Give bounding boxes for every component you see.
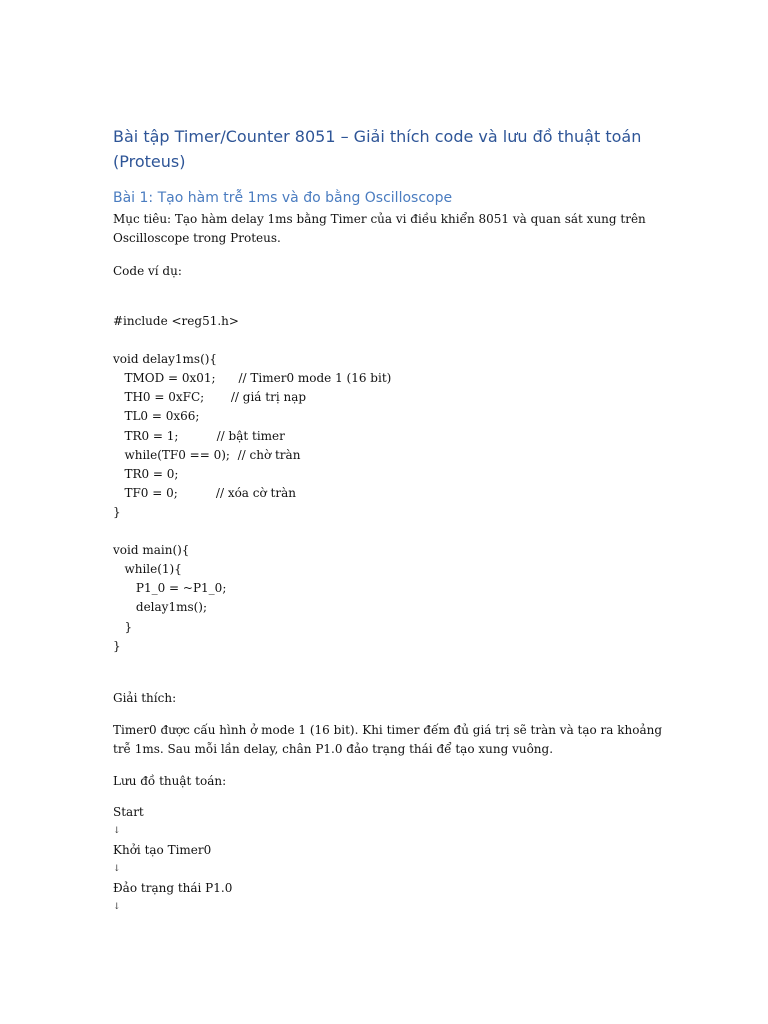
explain-label: Giải thích: [113,691,177,705]
flowchart-step: Start [113,805,144,819]
code-line: TH0 = 0xFC; // giá trị nạp [113,390,307,405]
code-line: P1_0 = ~P1_0; [113,581,227,596]
code-line [113,331,391,350]
document-title: Bài tập Timer/Counter 8051 – Giải thích code và lưu đồ thuật toán (Proteus) [113,127,642,171]
code-label: Code ví dụ: [113,264,182,278]
flowchart-step: Khởi tạo Timer0 [113,843,212,857]
code-line: } [113,638,121,653]
code-line: TL0 = 0x66; [113,409,200,424]
code-line: void main(){ [113,543,190,558]
explanation-text: Timer0 được cấu hình ở mode 1 (16 bit). Khi timer đếm đủ giá trị sẽ tràn và tạo ra khoảng trễ 1ms. Sau mỗi lần delay, chân P1.0 đảo trạng thái để tạo xung vuông. [113,723,663,756]
code-line: while(TF0 == 0); // chờ tràn [113,447,301,462]
code-line: delay1ms(); [113,600,208,615]
code-line: TMOD = 0x01; // Timer0 mode 1 (16 bit) [113,371,392,386]
code-line [113,522,391,541]
code-line: } [113,504,121,519]
code-line: TR0 = 1; // bật timer [113,428,285,443]
code-line: while(1){ [113,562,182,577]
section-heading: Bài 1: Tạo hàm trễ 1ms và đo bằng Oscilloscope [113,190,453,206]
code-line: TF0 = 0; // xóa cờ tràn [113,485,296,500]
flowchart-arrow-icon: ↓ [113,826,121,836]
code-line: void delay1ms(){ [113,352,218,367]
code-line: } [113,619,133,634]
code-block [113,312,391,656]
flowchart-label: Lưu đồ thuật toán: [113,774,227,788]
flowchart-arrow-icon: ↓ [113,902,121,912]
objective-text: Mục tiêu: Tạo hàm delay 1ms bằng Timer của vi điều khiển 8051 và quan sát xung trên Oscilloscope trong Proteus. [113,212,646,245]
flowchart [113,803,232,917]
flowchart-arrow-icon: ↓ [113,864,121,874]
code-line: TR0 = 0; [113,466,179,481]
flowchart-step: Đảo trạng thái P1.0 [113,881,233,895]
code-line: #include <reg51.h> [113,314,239,328]
